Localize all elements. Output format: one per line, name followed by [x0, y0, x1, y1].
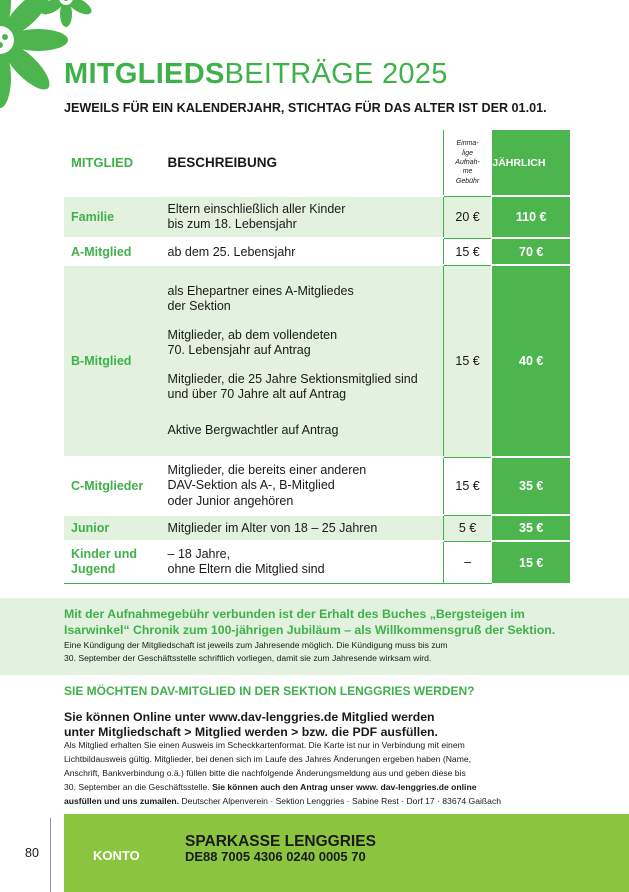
annual-fee: 35 € — [492, 457, 570, 515]
member-type: Kinder und Jugend — [64, 541, 161, 583]
annual-fee: 35 € — [492, 515, 570, 541]
annual-fee: 110 € — [492, 196, 570, 238]
one-time-fee: 15 € — [443, 265, 492, 457]
member-type: C-Mitglieder — [64, 457, 161, 515]
member-type: B-Mitglied — [64, 265, 161, 457]
annual-fee: 15 € — [492, 541, 570, 583]
edelweiss-small-icon — [28, 0, 108, 40]
member-description: Mitglieder, die bereits einer anderen DAV-Sektion als A-, B-Mitglied oder Junior angehören — [161, 457, 444, 515]
table-row — [64, 196, 570, 238]
table-row — [64, 541, 570, 583]
online-signup-text: Sie können Online unter www.dav-lenggries.de Mitglied werden unter Mitgliedschaft > Mitglied werden > bzw. die PDF ausfüllen. — [64, 710, 438, 739]
page-divider — [50, 818, 51, 892]
annual-fee: 70 € — [492, 238, 570, 265]
one-time-fee: 15 € — [443, 457, 492, 515]
table-row — [64, 515, 570, 541]
book-note-panel — [0, 598, 629, 675]
book-note-text: Mit der Aufnahmegebühr verbunden ist der Erhalt des Buches „Bergsteigen im Isarwinkel“ Chronik zum 100-jährigen Jubiläum – als Willkommensgruß der Sektion. — [64, 607, 556, 637]
member-description: Eltern einschließlich aller Kinder bis zum 18. Lebensjahr — [161, 196, 444, 238]
table-row — [64, 265, 570, 457]
member-type: Junior — [64, 515, 161, 541]
table-header-row — [64, 130, 570, 196]
member-description: als Ehepartner eines A-Mitgliedes der Sektion Mitglieder, ab dem vollendeten 70. Lebensjahr auf Antrag Mitglieder, die 25 Jahre Sektionsmitglied sind und über 70 Jahre alt auf Antrag Aktive Bergwachtler auf Antrag — [161, 265, 444, 457]
cancellation-note: Eine Kündigung der Mitgliedschaft ist jeweils zum Jahresende möglich. Die Kündigung muss bis zum 30. September der Geschäftsstelle schriftlich vorliegen, damit sie zum Jahresende wirksam wird. — [64, 640, 448, 663]
annual-fee: 40 € — [492, 265, 570, 457]
member-description: Mitglieder im Alter von 18 – 25 Jahren — [161, 515, 444, 541]
table-row — [64, 238, 570, 265]
page-number: 80 — [25, 846, 39, 860]
one-time-fee: 15 € — [443, 238, 492, 265]
konto-label: KONTO — [93, 848, 140, 863]
one-time-fee: 5 € — [443, 515, 492, 541]
header-one-time-fee: Einma- lige Aufnah- me Gebühr — [443, 130, 492, 196]
member-description: ab dem 25. Lebensjahr — [161, 238, 444, 265]
table-row — [64, 457, 570, 515]
page-title: MITGLIEDSBEITRÄGE 2025 — [64, 58, 448, 90]
header-annual: JÄHRLICH — [492, 130, 570, 196]
member-description: – 18 Jahre, ohne Eltern die Mitglied sind — [161, 541, 444, 583]
bank-account-footer — [64, 814, 629, 892]
iban-number: DE88 7005 4306 0240 0005 70 — [185, 849, 366, 864]
membership-question-heading: SIE MÖCHTEN DAV-MITGLIED IN DER SEKTION LENGGRIES WERDEN? — [64, 684, 475, 698]
one-time-fee: – — [443, 541, 492, 583]
member-type: Familie — [64, 196, 161, 238]
bank-name: SPARKASSE LENGGRIES — [185, 833, 376, 850]
header-description: BESCHREIBUNG — [167, 155, 278, 170]
page-subtitle: JEWEILS FÜR EIN KALENDERJAHR, STICHTAG FÜR DAS ALTER IST DER 01.01. — [64, 101, 547, 115]
member-type: A-Mitglied — [64, 238, 161, 265]
header-member: MITGLIED — [71, 155, 134, 170]
membership-fee-table — [64, 130, 570, 584]
membership-info-text: Als Mitglied erhalten Sie einen Ausweis im Scheckkartenformat. Die Karte ist nur in Verbindung mit einem Lichtbildausweis gültig. Mitglieder, bei denen sich im Laufe des Jahres Änderungen ergeben haben (Name, Anschrift, Bankverbindung o.ä.) füllen bitte die nachfolgende Änderungsmeldung aus und geben diese bis 30. September an die Geschäftsstelle. Sie können auch den Antrag unser www. dav-lenggries.de online ausfüllen und uns zumailen. Deutscher Alpenverein · Sektion Lenggries · Sabine Rest · Dorf 17 · 83674 Gaißach — [64, 740, 502, 806]
one-time-fee: 20 € — [443, 196, 492, 238]
